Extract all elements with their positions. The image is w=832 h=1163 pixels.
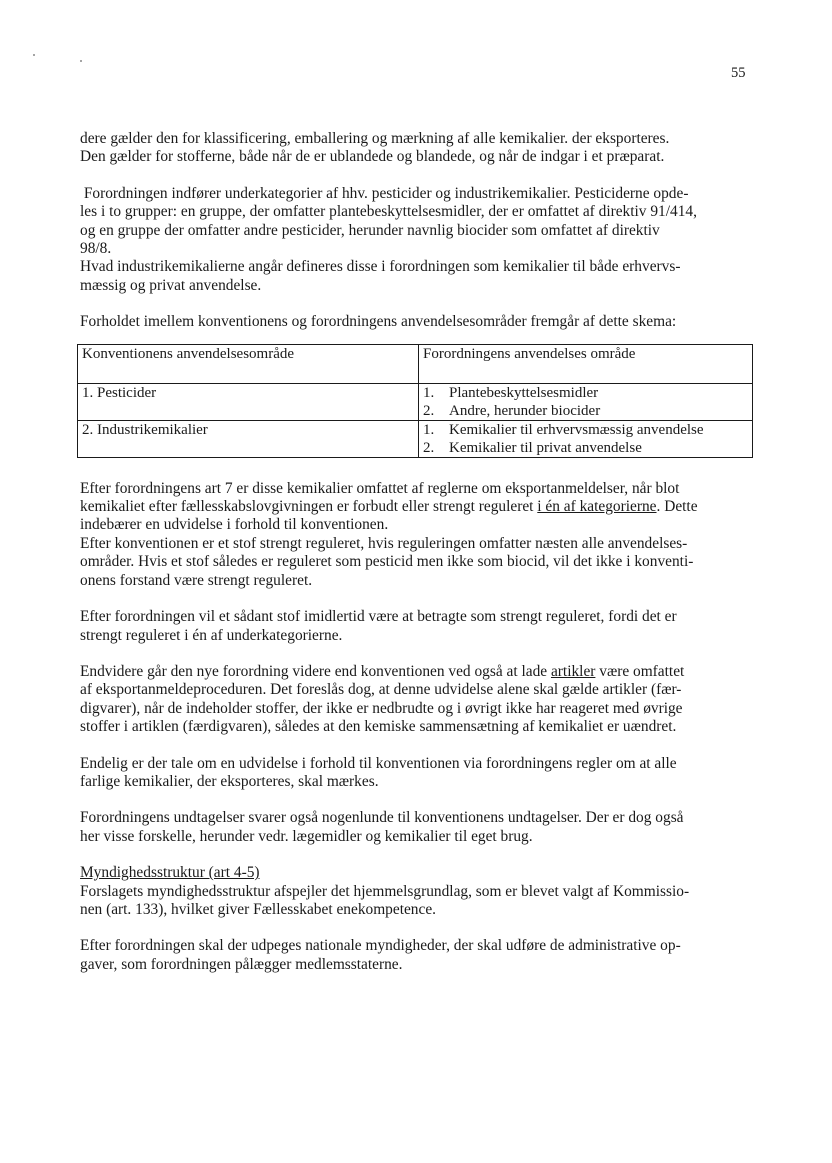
text-line: indebærer en udvidelse i forhold til konventionen. bbox=[80, 516, 389, 534]
text-line: og en gruppe der omfatter andre pesticider, herunder navnlig biocider som omfattet af direktiv bbox=[80, 221, 660, 239]
text-line: nen (art. 133), hvilket giver Fællesskabet enekompetence. bbox=[80, 900, 437, 918]
table-row bbox=[78, 383, 753, 420]
text-line: strengt reguleret i én af underkategorierne. bbox=[80, 626, 343, 644]
text-line: dere gælder den for klassificering, emballering og mærkning af alle kemikalier. der eksporteres. bbox=[80, 130, 670, 147]
scope-comparison-table bbox=[77, 344, 753, 458]
text-line: mæssig og privat anvendelse. bbox=[80, 276, 262, 294]
underlined-phrase: artikler bbox=[550, 662, 596, 680]
page-number: 55 bbox=[731, 65, 746, 81]
text-line: digvarer), når de indeholder stoffer, der ikke er nedbrudte og i øvrigt ikke har reageret med øvrige bbox=[80, 699, 683, 717]
table-cell bbox=[419, 420, 753, 457]
table-cell: 1. Pesticider bbox=[78, 383, 419, 420]
text-line: 98/8. bbox=[80, 240, 112, 258]
list-item: 2. Kemikalier til privat anvendelse bbox=[423, 439, 642, 456]
text-line: Forholdet imellem konventionens og forordningens anvendelsesområder fremgår af dette skema: bbox=[80, 313, 677, 331]
text-line: stoffer i artiklen (færdigvaren), således at den kemiske sammensætning af kemikaliet er uændret. bbox=[80, 718, 677, 736]
list-item: 1. Plantebeskyttelsesmidler bbox=[423, 384, 599, 401]
text-line: her visse forskelle, herunder vedr. lægemidler og kemikalier til eget brug. bbox=[80, 827, 533, 845]
table-cell bbox=[419, 383, 753, 420]
text-line: Hvad industrikemikalierne angår defineres disse i forordningen som kemikalier til både erhvervs- bbox=[80, 258, 681, 276]
text-line: Endelig er der tale om en udvidelse i forhold til konventionen via forordningens regler om at alle bbox=[80, 754, 677, 772]
text-line: gaver, som forordningen pålægger medlemsstaterne. bbox=[80, 955, 403, 973]
underlined-phrase: i én af kategorierne bbox=[537, 498, 657, 516]
table-header-cell: Konventionens anvendelsesområde bbox=[78, 344, 419, 383]
text-line: farlige kemikalier, der eksporteres, skal mærkes. bbox=[80, 772, 379, 790]
scan-speck bbox=[80, 60, 82, 62]
list-item: 2. Andre, herunder biocider bbox=[423, 402, 601, 419]
text-line: onens forstand være strengt reguleret. bbox=[80, 571, 313, 589]
text-line: Efter konventionen er et stof strengt reguleret, hvis reguleringen omfatter næsten alle anvendelses- bbox=[80, 534, 688, 552]
text-line: Efter forordningen vil et sådant stof imidlertid være at betragte som strengt reguleret, fordi det er bbox=[80, 608, 677, 626]
paragraph-4 bbox=[80, 480, 760, 590]
table-header-row bbox=[78, 344, 753, 383]
table-cell: 2. Industrikemikalier bbox=[78, 420, 419, 457]
text-line: les i to grupper: en gruppe, der omfatter plantebeskyttelsesmidler, der er omfattet af direktiv 91/414, bbox=[80, 203, 697, 221]
list-item: 1. Kemikalier til erhvervsmæssig anvendelse bbox=[423, 421, 704, 438]
paragraph-5 bbox=[80, 608, 760, 645]
text-line: Forordningens undtagelser svarer også nogenlunde til konventionens undtagelser. Der er dog også bbox=[80, 809, 684, 827]
paragraph-10 bbox=[80, 937, 760, 974]
table-header-cell: Forordningens anvendelses område bbox=[419, 344, 753, 383]
text-line: Efter forordningens art 7 er disse kemikalier omfattet af reglerne om eksportanmeldelser, når blot bbox=[80, 479, 680, 497]
text-line: af eksportanmeldeproceduren. Det foreslås dog, at denne udvidelse alene skal gælde artikler (fær- bbox=[80, 681, 682, 699]
paragraph-2 bbox=[80, 185, 760, 295]
text-line: områder. Hvis et stof således er reguleret som pesticid men ikke som biocid, vil det ikke i konventi- bbox=[80, 553, 694, 571]
scan-speck bbox=[33, 54, 35, 56]
text-line: kemikaliet efter fællesskabslovgivningen er forbudt eller strengt reguleret i én af kategorierne. Dette bbox=[80, 498, 698, 516]
paragraph-6 bbox=[80, 663, 760, 737]
paragraph-3 bbox=[80, 313, 760, 331]
text-line: Den gælder for stofferne, både når de er ublandede og blandede, og når de indgar i et præparat. bbox=[80, 148, 665, 166]
paragraph-9 bbox=[80, 864, 760, 919]
section-heading: Myndighedsstruktur (art 4-5) bbox=[80, 864, 260, 882]
paragraph-8 bbox=[80, 809, 760, 846]
text-line: Endvidere går den nye forordning videre end konventionen ved også at lade artikler være omfattet bbox=[80, 662, 685, 680]
table-row bbox=[78, 420, 753, 457]
document-body bbox=[80, 130, 760, 974]
paragraph-1 bbox=[80, 130, 760, 167]
paragraph-7 bbox=[80, 755, 760, 792]
text-line: Forslagets myndighedsstruktur afspejler det hjemmelsgrundlag, som er blevet valgt af Kommissio- bbox=[80, 882, 690, 900]
text-line: Forordningen indfører underkategorier af hhv. pesticider og industrikemikalier. Pesticiderne opde- bbox=[80, 184, 689, 202]
text-line: Efter forordningen skal der udpeges nationale myndigheder, der skal udføre de administrative op- bbox=[80, 937, 681, 955]
